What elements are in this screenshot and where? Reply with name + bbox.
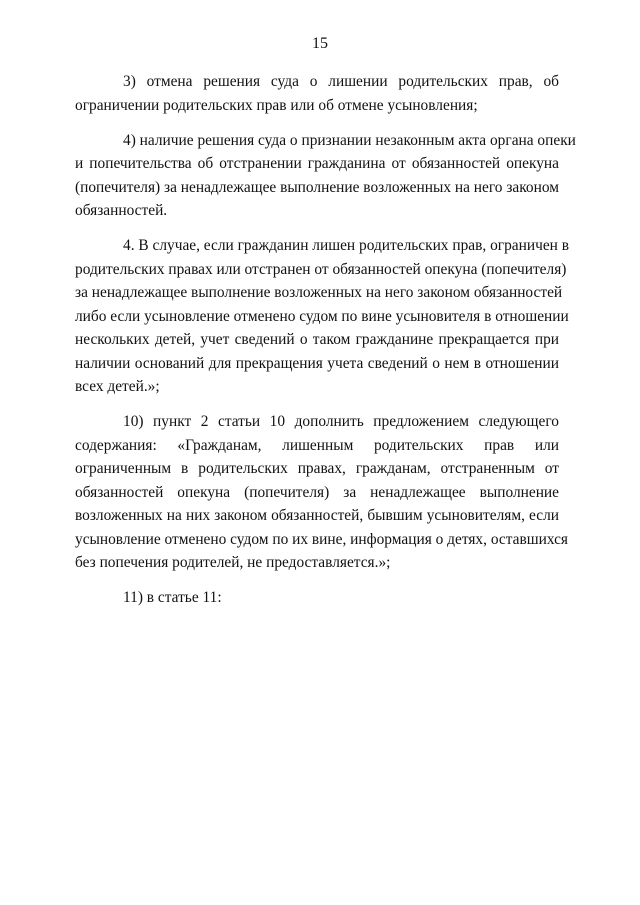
text-line: (попечителя) за ненадлежащее выполнение возложенных на него законом bbox=[75, 178, 559, 196]
text-line: нескольких детей, учет сведений о таком гражданине прекращается при bbox=[75, 331, 559, 348]
page-number: 15 bbox=[312, 35, 328, 52]
text-line: ограничении родительских прав или об отмене усыновления; bbox=[75, 96, 478, 114]
paragraph-item-3 bbox=[75, 70, 559, 117]
text-line: всех детей.»; bbox=[75, 378, 160, 395]
text-line: содержания: «Гражданам, лишенным родительских прав или bbox=[75, 436, 559, 454]
text-line: возложенных на них законом обязанностей, бывшим усыновителям, если bbox=[75, 507, 559, 524]
text-line: 4) наличие решения суда о признании незаконным акта органа опеки bbox=[123, 131, 576, 149]
paragraph-item-4 bbox=[75, 129, 576, 223]
paragraph-item-10 bbox=[75, 410, 568, 575]
text-line: за ненадлежащее выполнение возложенных на него законом обязанностей bbox=[75, 284, 563, 301]
text-line: 3) отмена решения суда о лишении родительских прав, об bbox=[123, 73, 559, 90]
paragraph-item-11 bbox=[75, 586, 559, 610]
text-line: родительских правах или отстранен от обязанностей опекуна (попечителя) bbox=[75, 260, 567, 278]
text-line: 10) пункт 2 статьи 10 дополнить предложением следующего bbox=[123, 413, 559, 430]
text-line: 4. В случае, если гражданин лишен родительских прав, ограничен в bbox=[123, 237, 570, 254]
text-line: наличии оснований для прекращения учета сведений о нем в отношении bbox=[75, 354, 559, 372]
text-line: либо если усыновление отменено судом по вине усыновителя в отношении bbox=[75, 307, 569, 325]
text-line: обязанностей. bbox=[75, 202, 168, 219]
text-line: и попечительства об отстранении гражданина от обязанностей опекуна bbox=[75, 155, 559, 172]
text-line: без попечения родителей, не предоставляется.»; bbox=[75, 554, 391, 571]
paragraph-point-4 bbox=[75, 234, 570, 399]
text-line: ограниченным в родительских правах, гражданам, отстраненным от bbox=[75, 460, 559, 477]
document-body bbox=[75, 70, 576, 610]
text-line: обязанностей опекуна (попечителя) за ненадлежащее выполнение bbox=[75, 483, 559, 501]
text-line: 11) в статье 11: bbox=[123, 589, 222, 606]
text-line: усыновление отменено судом по их вине, информация о детях, оставшихся bbox=[75, 530, 568, 548]
